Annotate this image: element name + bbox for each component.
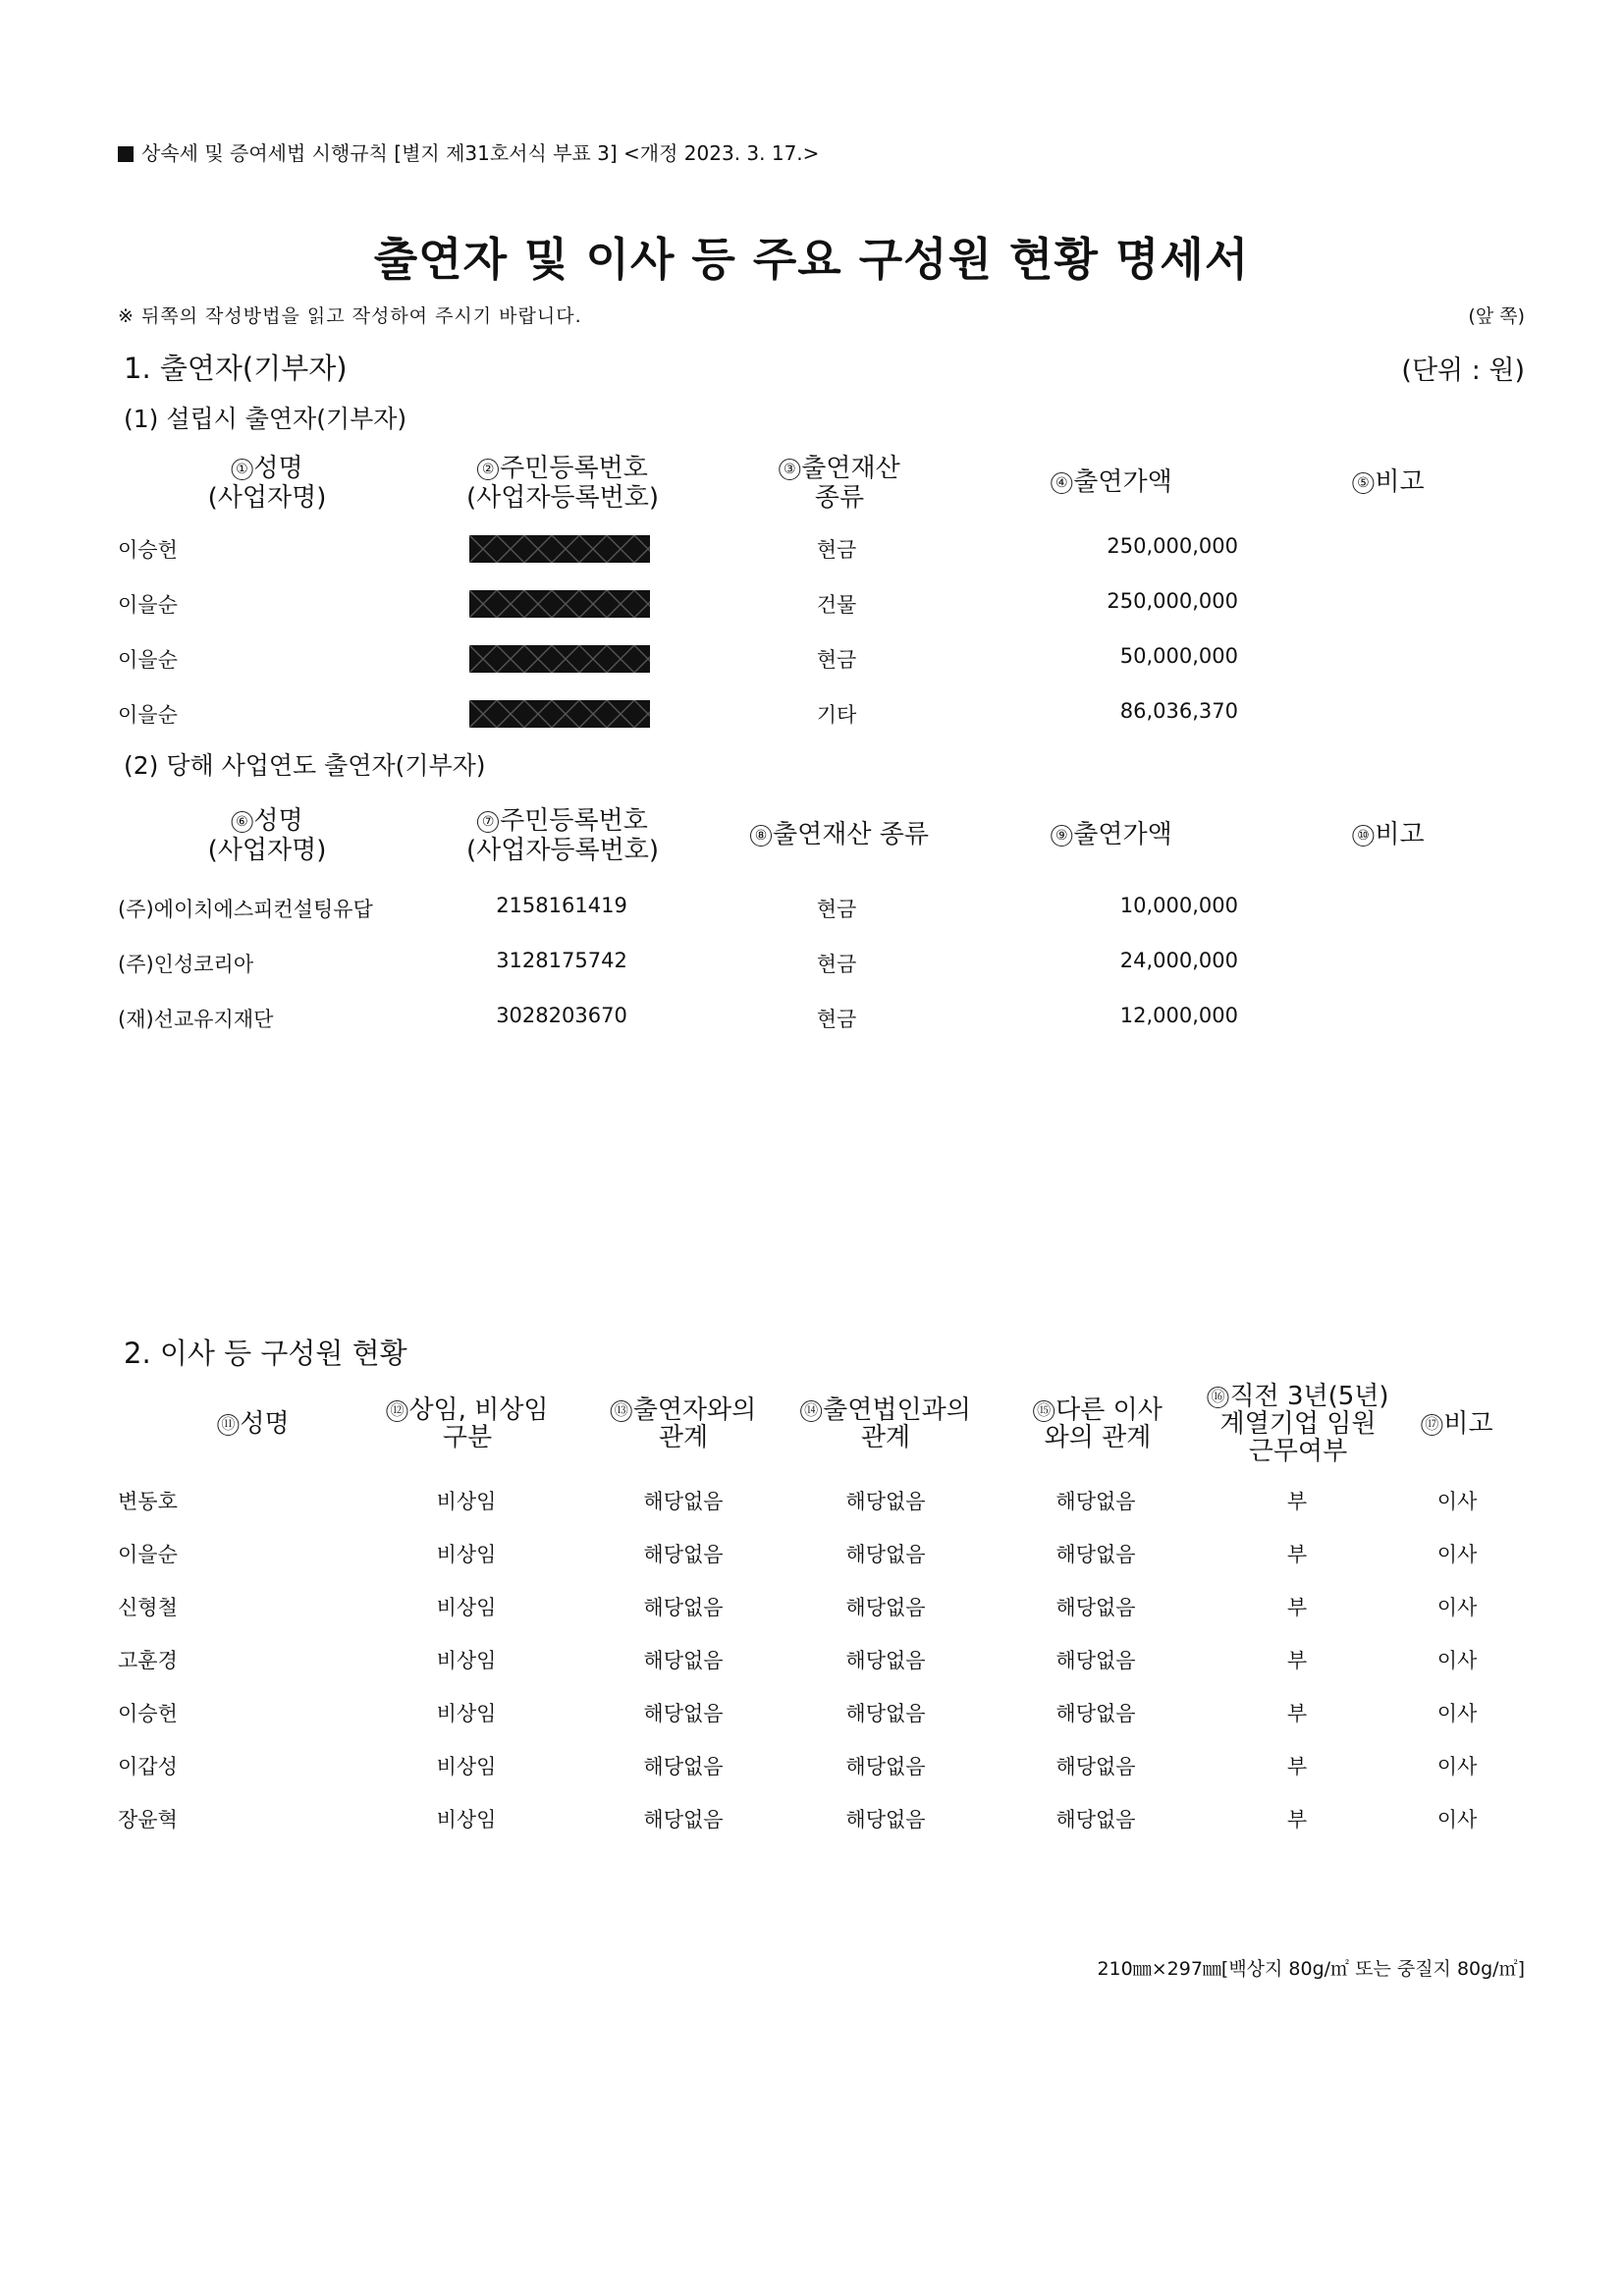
asset-type: 건물 (816, 593, 857, 617)
redacted-id (469, 535, 650, 563)
member-name: 이갑성 (118, 1755, 178, 1778)
donation-amount: 250,000,000 (1107, 534, 1238, 558)
sub2-col-amount: ⑨ 출연가액 (1051, 820, 1171, 849)
s2-col-rel-donor: ⑬ 출연자와의 관계 (611, 1396, 757, 1451)
member-note: 이사 (1436, 1808, 1478, 1831)
sub2-col-id: ⑦ 주민등록번호 (사업자등록번호) (465, 806, 660, 865)
rel-donor: 해당없음 (643, 1755, 724, 1778)
member-status: 비상임 (436, 1755, 497, 1778)
redacted-id (469, 645, 650, 673)
donor-name: 이을순 (118, 593, 178, 617)
s2-col-note: ⑰ 비고 (1421, 1410, 1492, 1438)
s2-col-rel-corp: ⑭ 출연법인과의 관계 (800, 1396, 971, 1451)
rel-corp: 해당없음 (845, 1649, 926, 1672)
affiliate-officer: 부 (1286, 1755, 1308, 1778)
rel-corp: 해당없음 (845, 1808, 926, 1831)
sub1-col-amount: ④ 출연가액 (1051, 467, 1171, 497)
rel-dir: 해당없음 (1055, 1755, 1136, 1778)
member-status: 비상임 (436, 1596, 497, 1619)
member-status: 비상임 (436, 1490, 497, 1513)
s2-col-status: ⑫ 상임, 비상임 구분 (386, 1396, 548, 1451)
affiliate-officer: 부 (1286, 1808, 1308, 1831)
donation-amount: 12,000,000 (1119, 1004, 1238, 1027)
asset-type: 현금 (816, 898, 857, 921)
donor-name: 이을순 (118, 648, 178, 672)
member-name: 장윤혁 (118, 1808, 178, 1831)
member-status: 비상임 (436, 1702, 497, 1725)
rel-corp: 해당없음 (845, 1490, 926, 1513)
s2-col-affil: ⑯ 직전 3년(5년) 계열기업 임원 근무여부 (1207, 1383, 1388, 1465)
rel-donor: 해당없음 (643, 1490, 724, 1513)
rel-corp: 해당없음 (845, 1702, 926, 1725)
donor-name: 이을순 (118, 703, 178, 727)
rel-donor: 해당없음 (643, 1702, 724, 1725)
paper-spec-footer: 210㎜×297㎜[백상지 80g/㎡ 또는 중질지 80g/㎡] (1097, 1958, 1525, 1980)
rel-donor: 해당없음 (643, 1596, 724, 1619)
donation-amount: 10,000,000 (1119, 894, 1238, 917)
affiliate-officer: 부 (1286, 1543, 1308, 1566)
asset-type: 현금 (816, 648, 857, 672)
donation-amount: 250,000,000 (1107, 589, 1238, 613)
asset-type: 현금 (816, 538, 857, 562)
page-title: 출연자 및 이사 등 주요 구성원 현황 명세서 (373, 233, 1250, 286)
law-reference-text: 상속세 및 증여세법 시행규칙 [별지 제31호서식 부표 3] <개정 2023. 3. 17.> (141, 141, 820, 165)
member-note: 이사 (1436, 1755, 1478, 1778)
affiliate-officer: 부 (1286, 1702, 1308, 1725)
member-status: 비상임 (436, 1808, 497, 1831)
member-name: 이승헌 (118, 1702, 178, 1725)
member-note: 이사 (1436, 1490, 1478, 1513)
writing-notice: ※ 뒤쪽의 작성방법을 읽고 작성하여 주시기 바랍니다. (118, 305, 582, 327)
rel-donor: 해당없음 (643, 1808, 724, 1831)
s2-col-rel-dir: ⑮ 다른 이사 와의 관계 (1033, 1396, 1163, 1451)
member-note: 이사 (1436, 1702, 1478, 1725)
redacted-id (469, 700, 650, 728)
affiliate-officer: 부 (1286, 1649, 1308, 1672)
affiliate-officer: 부 (1286, 1596, 1308, 1619)
asset-type: 현금 (816, 1008, 857, 1031)
sub1-col-name: ① 성명 (사업자명) (207, 454, 327, 513)
sub1-heading: (1) 설립시 출연자(기부자) (124, 405, 407, 433)
member-status: 비상임 (436, 1543, 497, 1566)
member-note: 이사 (1436, 1649, 1478, 1672)
business-number: 3128175742 (496, 949, 627, 972)
business-number: 2158161419 (496, 894, 627, 917)
rel-dir: 해당없음 (1055, 1808, 1136, 1831)
rel-corp: 해당없음 (845, 1596, 926, 1619)
s2-col-name: ⑪ 성명 (217, 1410, 289, 1438)
rel-dir: 해당없음 (1055, 1596, 1136, 1619)
donation-amount: 24,000,000 (1119, 949, 1238, 972)
donation-amount: 50,000,000 (1119, 644, 1238, 668)
section1-heading: 1. 출연자(기부자) (124, 352, 348, 385)
square-bullet-icon (118, 146, 134, 162)
rel-corp: 해당없음 (845, 1755, 926, 1778)
sub2-col-note: ⑩ 비고 (1352, 820, 1424, 849)
member-name: 변동호 (118, 1490, 178, 1513)
affiliate-officer: 부 (1286, 1490, 1308, 1513)
member-name: 신형철 (118, 1596, 178, 1619)
member-note: 이사 (1436, 1596, 1478, 1619)
redacted-id (469, 590, 650, 618)
sub1-col-note: ⑤ 비고 (1352, 467, 1424, 497)
business-number: 3028203670 (496, 1004, 627, 1027)
sub1-col-id: ② 주민등록번호 (사업자등록번호) (465, 454, 660, 513)
sub1-col-type: ③ 출연재산 종류 (779, 454, 899, 513)
donor-name: 이승헌 (118, 538, 178, 562)
rel-donor: 해당없음 (643, 1543, 724, 1566)
section2-heading: 2. 이사 등 구성원 현황 (124, 1337, 407, 1370)
sub2-col-name: ⑥ 성명 (사업자명) (207, 806, 327, 865)
asset-type: 현금 (816, 953, 857, 976)
asset-type: 기타 (816, 703, 857, 727)
sub2-heading: (2) 당해 사업연도 출연자(기부자) (124, 751, 486, 780)
member-status: 비상임 (436, 1649, 497, 1672)
rel-corp: 해당없음 (845, 1543, 926, 1566)
rel-dir: 해당없음 (1055, 1543, 1136, 1566)
donation-amount: 86,036,370 (1119, 699, 1238, 723)
rel-donor: 해당없음 (643, 1649, 724, 1672)
member-name: 고훈경 (118, 1649, 178, 1672)
member-name: 이을순 (118, 1543, 178, 1566)
member-note: 이사 (1436, 1543, 1478, 1566)
page-side-label: (앞 쪽) (1468, 305, 1525, 327)
sub2-col-type: ⑧ 출연재산 종류 (750, 820, 929, 849)
donor-name: (주)인성코리아 (118, 953, 254, 976)
donor-name: (주)에이치에스피컨설팅유답 (118, 898, 373, 921)
form-reference (118, 137, 819, 166)
rel-dir: 해당없음 (1055, 1490, 1136, 1513)
rel-dir: 해당없음 (1055, 1649, 1136, 1672)
rel-dir: 해당없음 (1055, 1702, 1136, 1725)
donor-name: (재)선교유지재단 (118, 1008, 274, 1031)
unit-label: (단위 : 원) (1401, 355, 1525, 386)
